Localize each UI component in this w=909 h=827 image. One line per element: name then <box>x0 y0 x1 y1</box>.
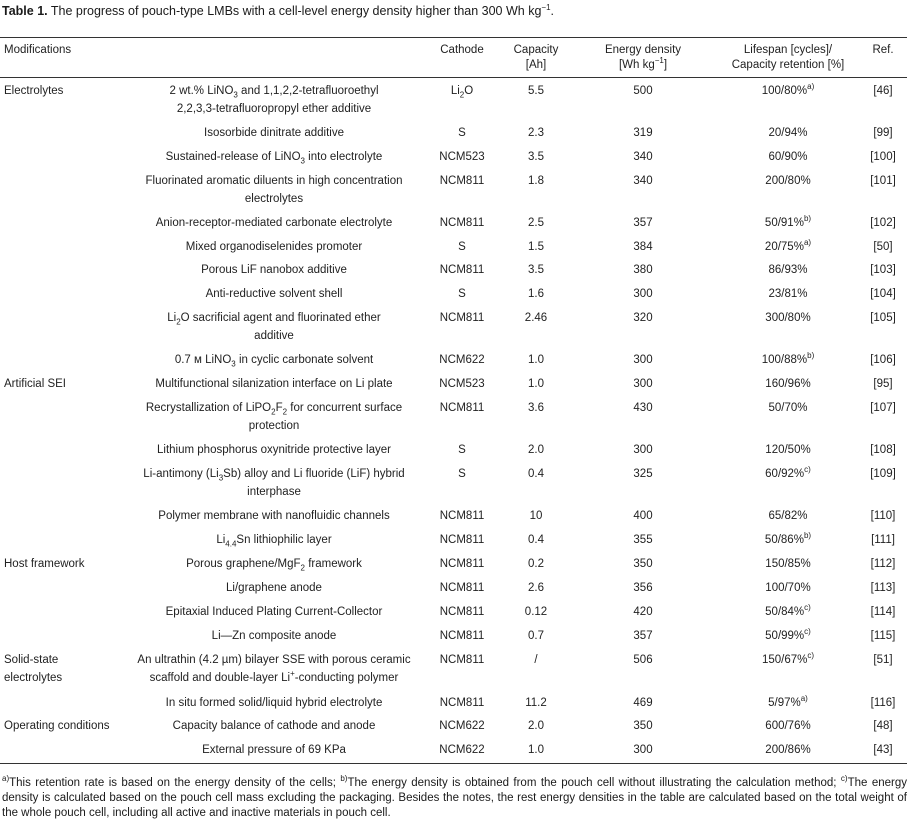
row-19-ref: [115] <box>870 630 896 642</box>
row-21-lifespan: 5/97%$^{a)}$ <box>768 694 808 709</box>
row-15-ref: [111] <box>871 534 895 546</box>
row-0-energy: 500 <box>633 85 653 97</box>
row-3-capacity: 1.8 <box>528 175 544 187</box>
group-label: Electrolytes <box>4 85 64 97</box>
row-9-energy: 300 <box>633 354 653 366</box>
row-18-description: Epitaxial Induced Plating Current-Collector <box>165 606 383 618</box>
row-4-lifespan: 50/91%$^{b)}$ <box>764 214 812 229</box>
row-11-lifespan: 50/70% <box>768 402 808 414</box>
row-0-ref: [46] <box>873 85 893 97</box>
row-16-energy: 350 <box>633 558 653 570</box>
row-21-energy: 469 <box>633 697 653 709</box>
row-13-cathode: S <box>458 468 466 480</box>
row-3-description: Fluorinated aromatic diluents in high concentration electrolytes <box>145 175 403 205</box>
row-0-cathode: $Li_2O$ <box>450 85 474 100</box>
row-20-description: An ultrathin (4.2 µm) bilayer SSE with porous ceramic scaffold and double-layer Li+-conducting polymer <box>137 654 411 684</box>
row-21-capacity: 11.2 <box>525 697 547 709</box>
row-23-energy: 300 <box>633 744 653 756</box>
row-20-energy: 506 <box>633 654 653 666</box>
row-22-energy: 350 <box>633 720 653 732</box>
row-12-cathode: S <box>458 444 466 456</box>
caption-label: Table 1. <box>2 4 48 18</box>
row-9-cathode: NCM622 <box>439 354 485 366</box>
row-13-description: Li-antimony $(Li_3Sb)$ alloy and Li fluoride (LiF) hybrid interphase <box>143 468 405 498</box>
row-19-description: Li—Zn composite anode <box>211 630 337 642</box>
row-11-ref: [107] <box>870 402 896 414</box>
row-16-lifespan: 150/85% <box>765 558 811 570</box>
row-4-capacity: 2.5 <box>528 217 544 229</box>
top-rule <box>0 37 907 38</box>
group-label: Host framework <box>4 558 85 570</box>
row-20-cathode: NCM811 <box>439 654 485 666</box>
row-17-capacity: 2.6 <box>528 582 544 594</box>
row-2-energy: 340 <box>633 151 653 163</box>
row-10-lifespan: 160/96% <box>765 378 811 390</box>
row-11-description: Recrystallization of $LiPO_2F_2$ for concurrent surface protection <box>145 402 403 432</box>
row-13-ref: [109] <box>870 468 896 480</box>
row-16-ref: [112] <box>870 558 896 570</box>
row-3-cathode: NCM811 <box>439 175 485 187</box>
row-2-ref: [100] <box>870 151 896 163</box>
group-label: Artificial SEI <box>4 378 66 390</box>
row-6-ref: [103] <box>870 264 896 276</box>
row-22-cathode: NCM622 <box>439 720 485 732</box>
row-10-cathode: NCM523 <box>439 378 485 390</box>
row-4-cathode: NCM811 <box>439 217 485 229</box>
row-18-energy: 420 <box>633 606 653 618</box>
row-1-cathode: S <box>458 127 466 139</box>
row-19-cathode: NCM811 <box>439 630 485 642</box>
row-23-ref: [43] <box>873 744 893 756</box>
row-6-description: Porous LiF nanobox additive <box>201 264 347 276</box>
row-0-description: 2 wt.% LiNO$_3$ and 1,1,2,2-tetrafluoroethyl 2,2,3,3-tetrafluoropropyl ether additive <box>169 85 379 115</box>
row-21-description: In situ formed solid/liquid hybrid electrolyte <box>165 697 383 709</box>
row-11-energy: 430 <box>633 402 653 414</box>
row-7-capacity: 1.6 <box>528 288 544 300</box>
row-2-description: Sustained-release of LiNO$_3$ into electrolyte <box>165 151 383 166</box>
row-17-ref: [113] <box>870 582 896 594</box>
row-12-ref: [108] <box>870 444 896 456</box>
row-16-description: Porous graphene/MgF$_2$ framework <box>186 558 362 573</box>
row-1-capacity: 2.3 <box>528 127 544 139</box>
row-8-energy: 320 <box>633 312 653 324</box>
row-15-cathode: NCM811 <box>439 534 485 546</box>
row-8-cathode: NCM811 <box>439 312 485 324</box>
row-21-cathode: NCM811 <box>439 697 485 709</box>
row-12-energy: 300 <box>633 444 653 456</box>
row-22-lifespan: 600/76% <box>765 720 811 732</box>
row-4-energy: 357 <box>633 217 653 229</box>
row-20-lifespan: 150/67%$^{c)}$ <box>761 651 815 666</box>
row-6-capacity: 3.5 <box>528 264 544 276</box>
row-1-energy: 319 <box>633 127 653 139</box>
table-caption: Table 1. The progress of pouch-type LMBs with a cell-level energy density higher than 300 Wh $kg^{-1}$. <box>2 2 555 18</box>
row-7-description: Anti-reductive solvent shell <box>205 288 343 300</box>
row-14-cathode: NCM811 <box>439 510 485 522</box>
row-7-energy: 300 <box>633 288 653 300</box>
header-cathode: Cathode <box>440 44 484 56</box>
row-13-lifespan: 60/92%$^{c)}$ <box>765 465 811 480</box>
row-23-description: External pressure of 69 KPa <box>202 744 346 756</box>
row-17-lifespan: 100/70% <box>765 582 811 594</box>
row-3-ref: [101] <box>870 175 896 187</box>
row-12-lifespan: 120/50% <box>765 444 811 456</box>
header-energy-density: Energy density [Wh $kg^{-1}$] <box>604 44 682 71</box>
row-4-ref: [102] <box>870 217 896 229</box>
row-6-energy: 380 <box>633 264 653 276</box>
row-18-cathode: NCM811 <box>439 606 485 618</box>
row-17-energy: 356 <box>633 582 653 594</box>
row-15-description: $Li_{4.4}Sn$ lithiophilic layer <box>216 534 332 549</box>
row-13-capacity: 0.4 <box>528 468 544 480</box>
row-22-description: Capacity balance of cathode and anode <box>172 720 376 732</box>
row-12-description: Lithium phosphorus oxynitride protective layer <box>157 444 391 456</box>
row-19-lifespan: 50/99%$^{c)}$ <box>765 627 811 642</box>
header-capacity: Capacity [Ah] <box>513 44 559 71</box>
row-5-energy: 384 <box>633 241 653 253</box>
bottom-rule <box>0 763 907 764</box>
row-12-capacity: 2.0 <box>528 444 544 456</box>
row-6-cathode: NCM811 <box>439 264 485 276</box>
row-10-description: Multifunctional silanization interface on Li plate <box>155 378 393 390</box>
row-10-capacity: 1.0 <box>528 378 544 390</box>
row-9-capacity: 1.0 <box>528 354 544 366</box>
row-0-capacity: 5.5 <box>528 85 544 97</box>
row-8-ref: [105] <box>870 312 896 324</box>
row-14-capacity: 10 <box>529 510 543 522</box>
row-18-ref: [114] <box>870 606 896 618</box>
row-1-ref: [99] <box>873 127 893 139</box>
row-8-description: $Li_2O$ sacrificial agent and fluorinated ether additive <box>167 312 381 342</box>
row-16-cathode: NCM811 <box>439 558 485 570</box>
row-9-ref: [106] <box>870 354 896 366</box>
header-rule <box>0 77 907 78</box>
row-3-energy: 340 <box>633 175 653 187</box>
header-lifespan: Lifespan [cycles]/ Capacity retention [%] <box>731 44 845 71</box>
group-label: Operating conditions <box>4 720 110 732</box>
group-label: Solid-state electrolytes <box>4 654 63 684</box>
row-1-lifespan: 20/94% <box>768 127 808 139</box>
row-22-capacity: 2.0 <box>528 720 544 732</box>
row-14-description: Polymer membrane with nanofluidic channels <box>158 510 390 522</box>
row-13-energy: 325 <box>633 468 653 480</box>
row-5-cathode: S <box>458 241 466 253</box>
row-17-description: Li/graphene anode <box>226 582 322 594</box>
row-23-capacity: 1.0 <box>528 744 544 756</box>
row-15-energy: 355 <box>633 534 653 546</box>
row-5-ref: [50] <box>873 241 893 253</box>
header-ref: Ref. <box>872 44 894 56</box>
row-18-capacity: 0.12 <box>524 606 548 618</box>
row-9-description: 0.7 м LiNO$_3$ in cyclic carbonate solvent <box>174 354 374 369</box>
row-7-cathode: S <box>458 288 466 300</box>
row-8-capacity: 2.46 <box>524 312 548 324</box>
row-10-ref: [95] <box>873 378 893 390</box>
row-9-lifespan: 100/88%$^{b)}$ <box>761 351 815 366</box>
row-5-description: Mixed organodiselenides promoter <box>185 241 363 253</box>
row-5-capacity: 1.5 <box>528 241 544 253</box>
row-15-capacity: 0.4 <box>528 534 544 546</box>
row-4-description: Anion-receptor-mediated carbonate electrolyte <box>155 217 393 229</box>
row-23-lifespan: 200/86% <box>765 744 811 756</box>
row-2-cathode: NCM523 <box>439 151 485 163</box>
row-19-capacity: 0.7 <box>528 630 544 642</box>
row-22-ref: [48] <box>873 720 893 732</box>
row-21-ref: [116] <box>870 697 896 709</box>
row-19-energy: 357 <box>633 630 653 642</box>
row-11-cathode: NCM811 <box>439 402 485 414</box>
row-20-capacity: / <box>534 654 538 666</box>
row-7-ref: [104] <box>870 288 896 300</box>
row-20-ref: [51] <box>873 654 893 666</box>
row-2-lifespan: 60/90% <box>768 151 808 163</box>
row-1-description: Isosorbide dinitrate additive <box>204 127 344 139</box>
row-10-energy: 300 <box>633 378 653 390</box>
row-0-lifespan: 100/80%$^{a)}$ <box>761 82 815 97</box>
header-modifications: Modifications <box>4 44 72 56</box>
row-14-lifespan: 65/82% <box>768 510 808 522</box>
table-footnotes: $^{a)}$This retention rate is based on the energy density of the cells; $^{b)}$The energy density is obtained from the pouch cell without illustrating the calculation method; $^{c)}$The energy density is calculated based on the pouch cell mass excluding the packaging. Besides the notes, the rest energy densities in the table are calculated based on the total weight of the whole pouch cell, including all active and inactive materials in pouch cell. <box>2 774 907 819</box>
row-8-lifespan: 300/80% <box>765 312 811 324</box>
row-11-capacity: 3.6 <box>528 402 544 414</box>
caption-text: The progress of pouch-type LMBs with a cell-level energy density higher than 300 Wh kg <box>50 4 542 18</box>
row-23-cathode: NCM622 <box>439 744 485 756</box>
row-16-capacity: 0.2 <box>528 558 544 570</box>
row-7-lifespan: 23/81% <box>768 288 808 300</box>
row-18-lifespan: 50/84%$^{c)}$ <box>765 603 811 618</box>
row-14-energy: 400 <box>633 510 653 522</box>
row-14-ref: [110] <box>870 510 896 522</box>
row-5-lifespan: 20/75%$^{a)}$ <box>764 238 812 253</box>
row-6-lifespan: 86/93% <box>768 264 808 276</box>
row-2-capacity: 3.5 <box>528 151 544 163</box>
row-15-lifespan: 50/86%$^{b)}$ <box>764 531 812 546</box>
row-17-cathode: NCM811 <box>439 582 485 594</box>
row-3-lifespan: 200/80% <box>765 175 811 187</box>
